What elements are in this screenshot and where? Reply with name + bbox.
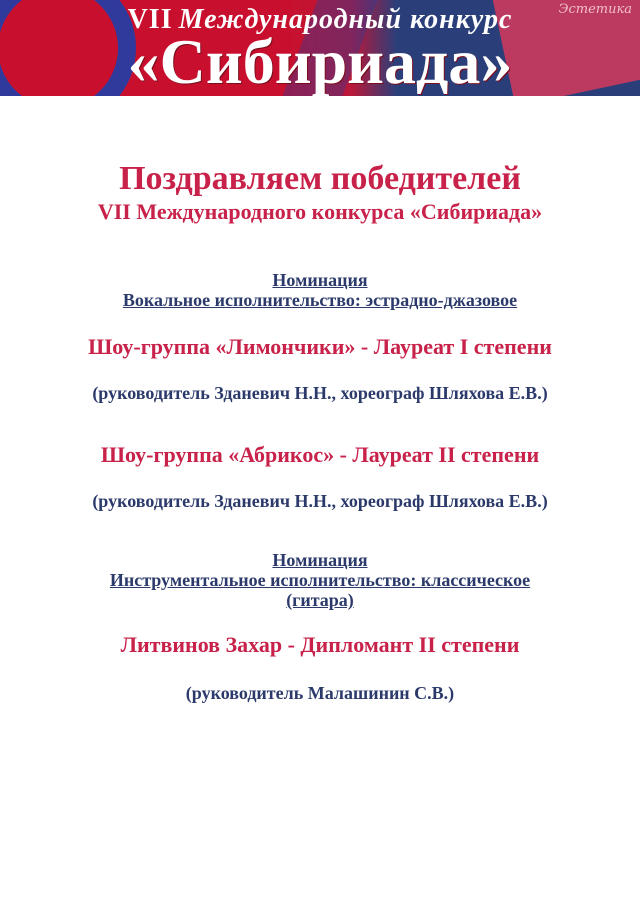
mentor-entry: (руководитель Зданевич Н.Н., хореограф Шляхова Е.В.) bbox=[92, 491, 548, 511]
winner-entry: Литвинов Захар - Дипломант II степени bbox=[120, 632, 520, 657]
page-title: Поздравляем победителей bbox=[119, 160, 521, 197]
banner-numeral: VII bbox=[127, 4, 173, 35]
winner-entry: Шоу-группа «Абрикос» - Лауреат II степени bbox=[100, 442, 540, 467]
nomination-label: Номинация bbox=[272, 550, 368, 570]
nomination-category-detail: (гитара) bbox=[286, 590, 354, 610]
nomination-category: Вокальное исполнительство: эстрадно-джазовое bbox=[122, 290, 518, 310]
winner-entry: Шоу-группа «Лимончики» - Лауреат I степени bbox=[88, 334, 552, 359]
banner-corner-text: Эстетика bbox=[558, 2, 632, 17]
nomination-category: Инструментальное исполнительство: классическое bbox=[109, 570, 531, 590]
header-banner bbox=[0, 0, 640, 96]
mentor-entry: (руководитель Зданевич Н.Н., хореограф Шляхова Е.В.) bbox=[92, 383, 548, 403]
nomination-label: Номинация bbox=[272, 270, 368, 290]
banner-subtitle-text: Международный конкурс bbox=[178, 4, 513, 35]
page-subtitle: VII Международного конкурса «Сибириада» bbox=[97, 199, 543, 224]
mentor-entry: (руководитель Малашинин С.В.) bbox=[185, 683, 455, 703]
announcement-content bbox=[20, 160, 620, 704]
banner-title: «Сибириада» bbox=[127, 26, 513, 96]
